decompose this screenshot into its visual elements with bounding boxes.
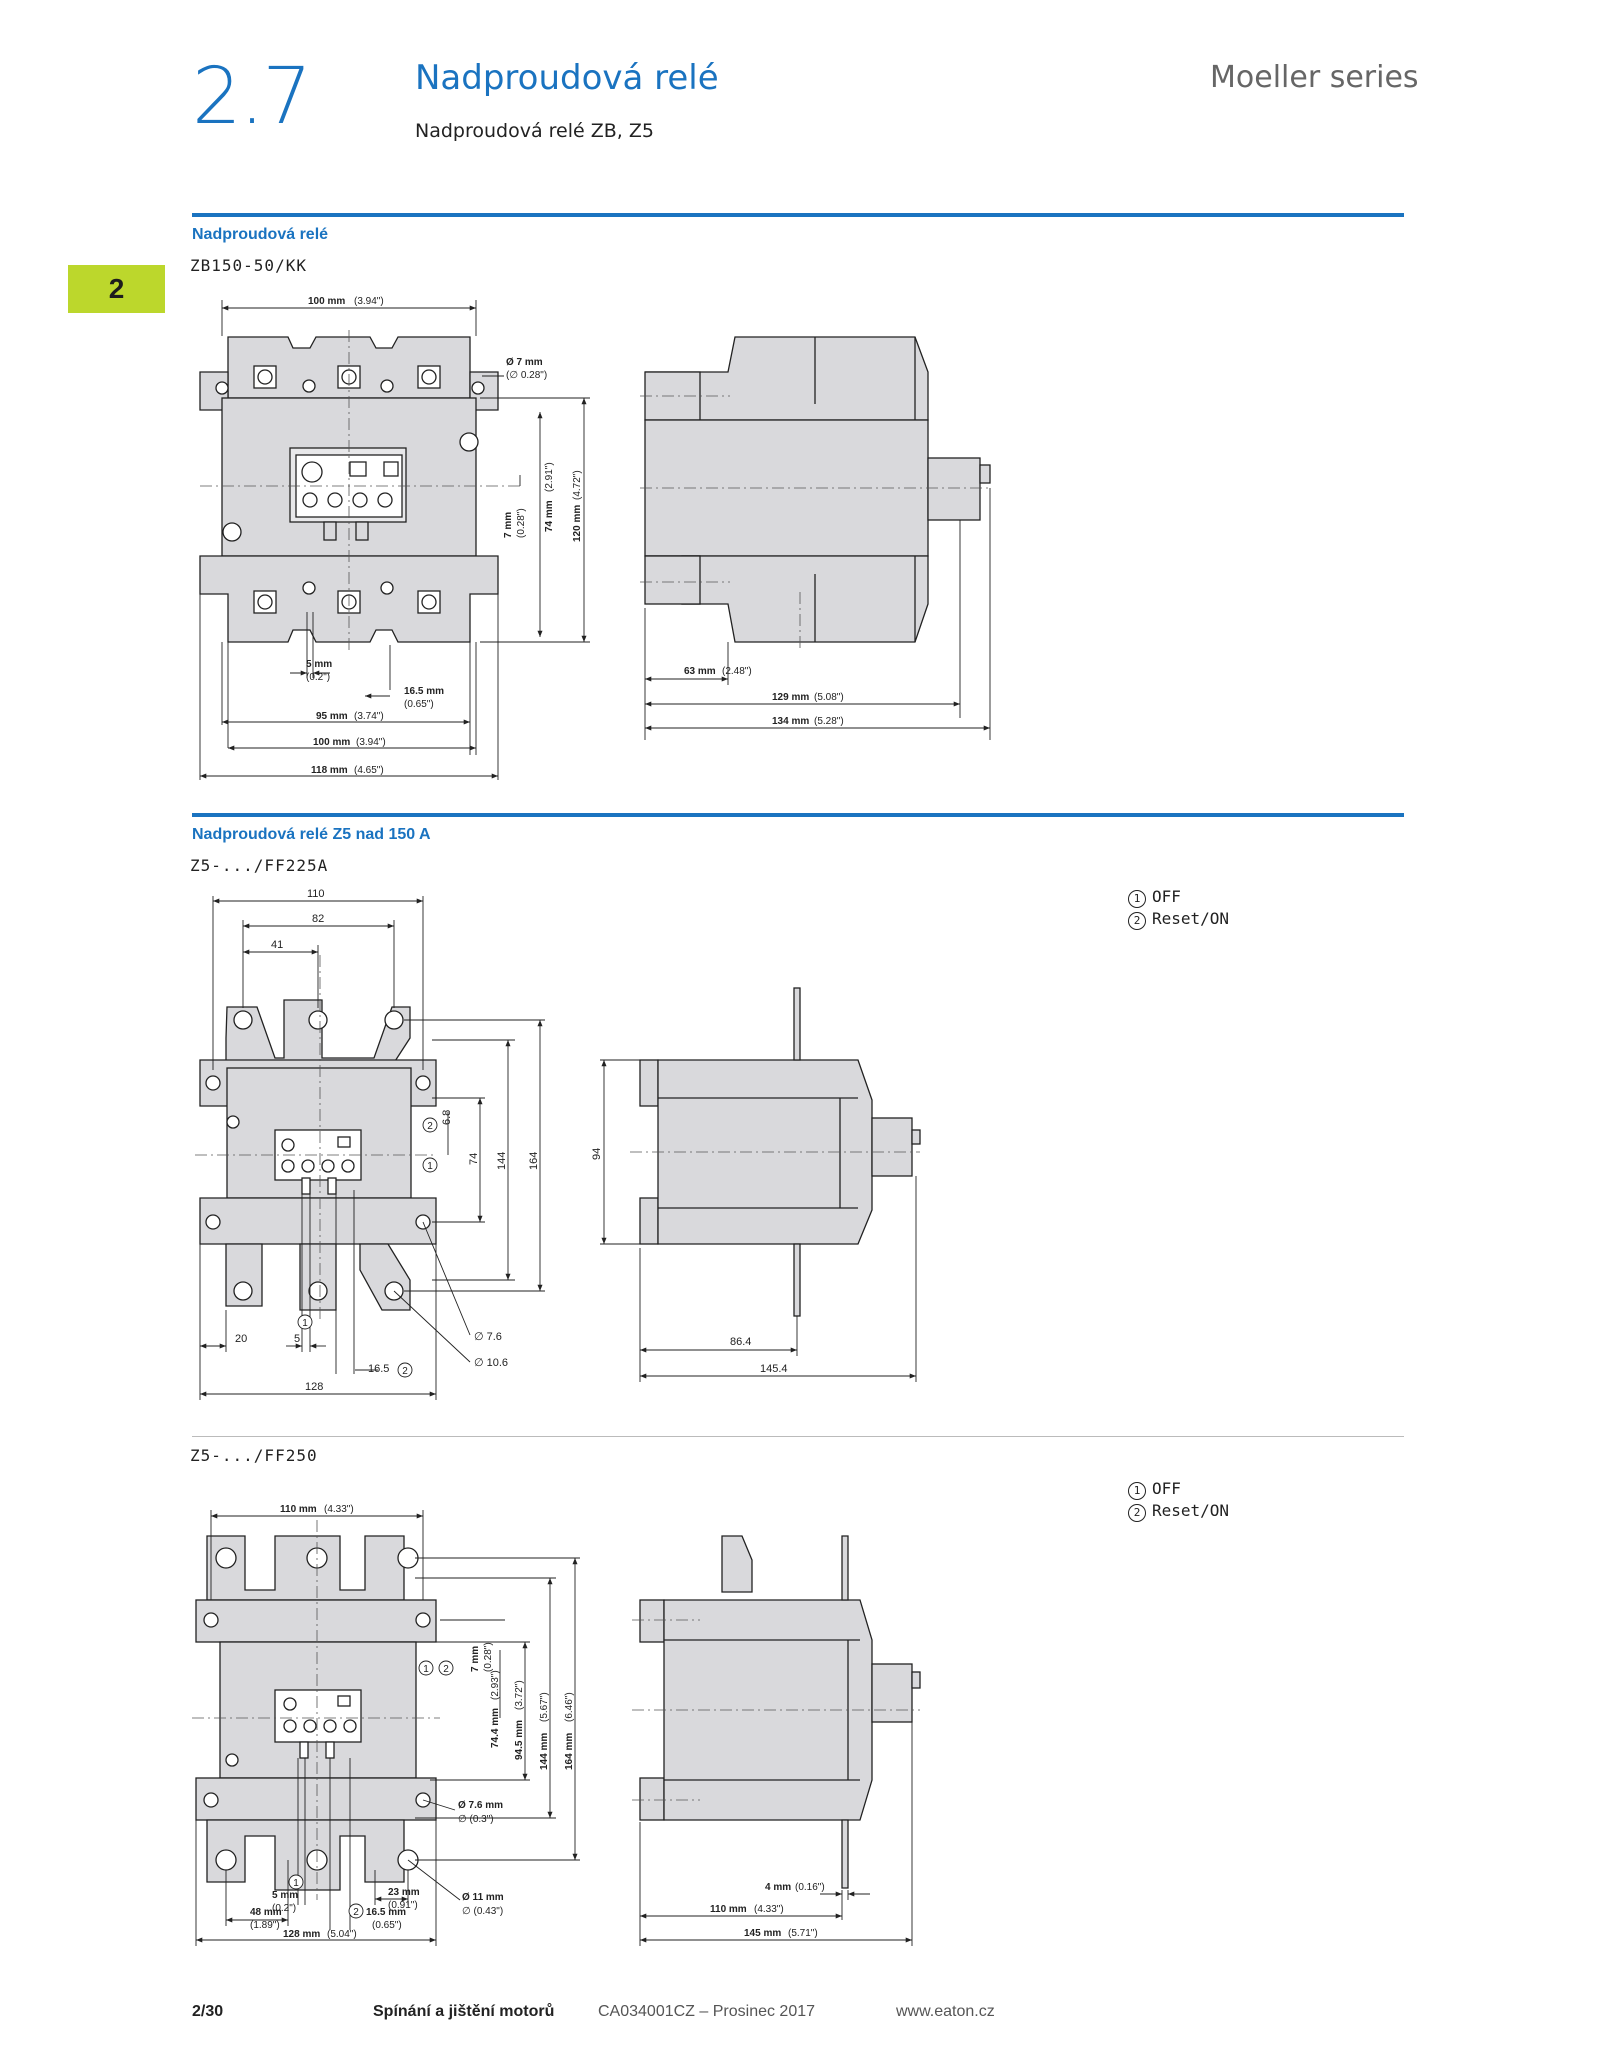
- dim-label: 144: [496, 1151, 508, 1170]
- dim-label: (5.67"): [539, 1692, 550, 1722]
- footer-document-code: CA034001CZ – Prosinec 2017: [598, 2003, 816, 2020]
- chapter-number: 2.7: [192, 52, 311, 142]
- dim-label: 134 mm: [772, 716, 810, 727]
- page-subtitle: Nadproudová relé ZB, Z5: [415, 120, 654, 142]
- side-tab-label: 2: [108, 273, 125, 304]
- dim-label: Ø 7.6 mm: [458, 1800, 504, 1811]
- dim-label: 164: [528, 1151, 540, 1170]
- section2-model-b: Z5-.../FF250: [190, 1446, 318, 1465]
- legend-item: [1128, 908, 1229, 930]
- dim-label: Ø 7 mm: [506, 357, 543, 368]
- legend-label: Reset/ON: [1152, 909, 1230, 928]
- dim-label: 95 mm: [316, 711, 348, 722]
- dim-label: 94.5 mm: [514, 1719, 525, 1760]
- dim-label: 129 mm: [772, 692, 810, 703]
- dim-label: (∅ 0.28"): [506, 370, 548, 381]
- dim-label: 145 mm: [744, 1928, 782, 1939]
- dim-label: ∅ (0.3"): [458, 1814, 494, 1825]
- section1-model: ZB150-50/KK: [190, 256, 307, 275]
- ff250-front-view: [196, 1536, 436, 1890]
- dim-label: 5: [294, 1333, 301, 1345]
- dim-label: (0.65"): [372, 1920, 402, 1931]
- dim-label: 128: [305, 1381, 324, 1393]
- dim-label: (0.2"): [272, 1903, 297, 1914]
- dim-label: 110 mm: [280, 1504, 317, 1515]
- dim-label: (0.91"): [388, 1900, 418, 1911]
- legend-number: 1: [1128, 1482, 1146, 1500]
- ff250-side-view: [640, 1536, 920, 1888]
- dim-label: (0.28"): [483, 1642, 494, 1672]
- legend-label: OFF: [1152, 1479, 1181, 1498]
- legend-item: [1128, 1478, 1229, 1500]
- dim-label: 145.4: [760, 1363, 788, 1375]
- dim-label: 23 mm: [388, 1887, 420, 1898]
- dim-label: (1.89"): [250, 1920, 280, 1931]
- series-label: Moeller series: [1210, 60, 1419, 95]
- dim-label: (0.65"): [404, 699, 434, 710]
- dim-label: Ø 11 mm: [462, 1892, 504, 1903]
- callout-1: 1: [427, 1161, 433, 1172]
- legend-b: [1128, 1478, 1229, 1522]
- dim-label: 16.5: [368, 1363, 390, 1375]
- section1-heading: Nadproudová relé: [192, 226, 329, 243]
- subsection-divider: [192, 1436, 1404, 1437]
- dim-label: (4.72"): [572, 470, 583, 500]
- dim-label: 120 mm: [572, 504, 583, 542]
- dim-label: (5.71"): [788, 1928, 818, 1939]
- dim-label: 6.8: [441, 1109, 453, 1125]
- dim-label: 110: [307, 888, 325, 900]
- dim-label: (3.72"): [514, 1680, 525, 1710]
- dim-label: (5.08"): [814, 692, 844, 703]
- callout-2: 2: [353, 1907, 359, 1918]
- dim-label: 82: [312, 913, 325, 925]
- legend-number: 2: [1128, 1504, 1146, 1522]
- dim-label: 5 mm: [306, 659, 333, 670]
- dim-label: (4.33"): [754, 1904, 784, 1915]
- dim-label: (0.28"): [516, 508, 527, 538]
- dim-label: 7 mm: [470, 1645, 481, 1672]
- dim-label: (2.91"): [544, 462, 555, 492]
- dim-label: 128 mm: [283, 1929, 321, 1940]
- dim-label: 16.5 mm: [404, 686, 445, 697]
- dim-label: ∅ 10.6: [474, 1357, 509, 1369]
- dim-label: (0.2"): [306, 672, 331, 683]
- dim-label: 63 mm: [684, 666, 716, 677]
- legend-label: Reset/ON: [1152, 1501, 1230, 1520]
- section-divider: [192, 813, 1404, 817]
- dim-label: (3.94"): [354, 296, 384, 307]
- callout-2: 2: [427, 1121, 433, 1132]
- dim-label: 5 mm: [272, 1890, 299, 1901]
- callout-1: 1: [423, 1664, 429, 1675]
- dim-label: 74.4 mm: [490, 1707, 501, 1748]
- dim-label: 7 mm: [503, 511, 514, 538]
- dim-label: 86.4: [730, 1336, 752, 1348]
- dim-label: 16.5 mm: [366, 1907, 407, 1918]
- section2-heading: Nadproudová relé Z5 nad 150 A: [192, 826, 431, 843]
- dim-label: 74: [468, 1152, 480, 1165]
- dim-label: (5.28"): [814, 716, 844, 727]
- dim-label: 164 mm: [564, 1732, 575, 1770]
- page-title: Nadproudová relé: [415, 58, 719, 98]
- dim-label: 41: [271, 939, 284, 951]
- legend-item: [1128, 886, 1229, 908]
- legend-number: 2: [1128, 912, 1146, 930]
- dim-label: (3.94"): [356, 737, 386, 748]
- dim-label: 100 mm: [308, 296, 346, 307]
- callout-1: 1: [302, 1318, 308, 1329]
- dim-label: (5.04"): [327, 1929, 357, 1940]
- footer-document-title: Spínání a jištění motorů: [373, 2003, 555, 2020]
- dim-label: 94: [591, 1147, 603, 1160]
- legend-item: [1128, 1500, 1229, 1522]
- callout-2: 2: [443, 1664, 449, 1675]
- callout-2: 2: [402, 1366, 408, 1377]
- dim-label: ∅ (0.43"): [462, 1906, 504, 1917]
- zb150-side-view: [645, 337, 990, 642]
- dim-label: 4 mm: [765, 1882, 792, 1893]
- dim-label: (6.46"): [564, 1692, 575, 1722]
- callout-1: 1: [293, 1878, 299, 1889]
- footer-page-number: 2/30: [192, 2003, 224, 2020]
- dim-label: ∅ 7.6: [474, 1331, 502, 1343]
- dim-label: (4.65"): [354, 765, 384, 776]
- dim-label: 144 mm: [539, 1732, 550, 1770]
- dim-label: 48 mm: [250, 1907, 282, 1918]
- legend-label: OFF: [1152, 887, 1181, 906]
- legend-number: 1: [1128, 890, 1146, 908]
- dim-label: (4.33"): [324, 1504, 354, 1515]
- dim-label: 118 mm: [311, 765, 348, 776]
- dim-label: 20: [235, 1333, 248, 1345]
- dim-label: 110 mm: [710, 1904, 747, 1915]
- dim-label: (2.48"): [722, 666, 752, 677]
- dim-label: (2.93"): [490, 1670, 501, 1700]
- dim-label: (3.74"): [354, 711, 384, 722]
- dim-label: (0.16"): [795, 1882, 825, 1893]
- dim-label: 74 mm: [544, 500, 555, 532]
- section2-model-a: Z5-.../FF225A: [190, 856, 329, 875]
- dim-label: 100 mm: [313, 737, 351, 748]
- footer-website-link[interactable]: www.eaton.cz: [896, 2003, 995, 2020]
- legend-a: [1128, 886, 1229, 930]
